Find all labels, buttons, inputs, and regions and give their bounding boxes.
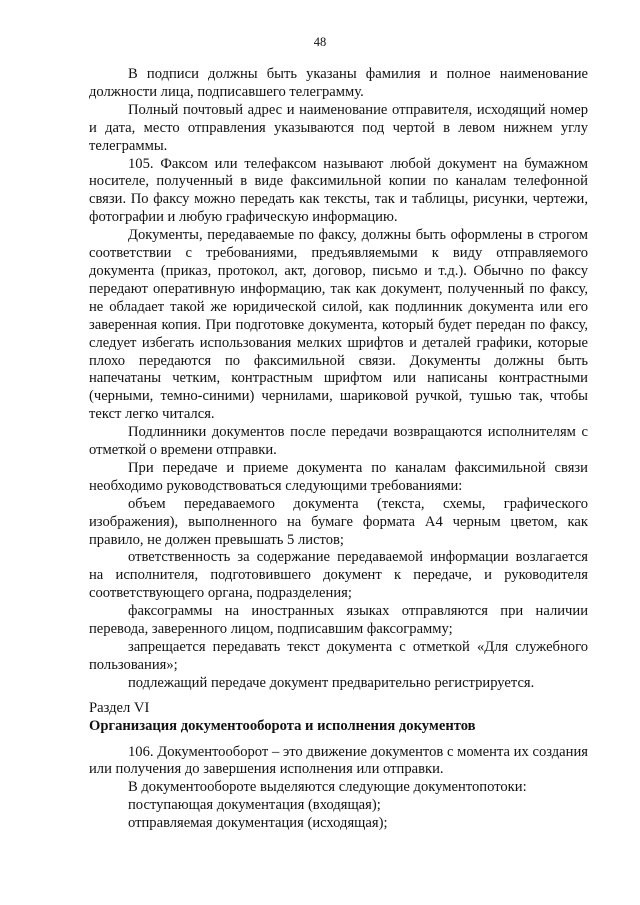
- spacer: [89, 693, 588, 701]
- page-number: 48: [313, 35, 327, 49]
- list-item: отправляемая документация (исходящая);: [128, 815, 388, 832]
- list-item: поступающая документация (входящая);: [128, 797, 381, 814]
- paragraph: В подписи должны быть указаны фамилия и полное наименование должности лица, подписавшего телеграмму.: [89, 66, 588, 100]
- paragraph: В документообороте выделяются следующие документопотоки:: [128, 779, 527, 796]
- section-label: Раздел VI: [89, 700, 150, 717]
- paragraph: 105. Факсом или телефаксом называют любой документ на бумажном носителе, полученный в виде факсимильной копии по каналам телефонной связи. По факсу можно передать как тексты, так и таблицы, рисунки, чертежи, фотографии и любую графическую информацию.: [89, 155, 588, 226]
- list-item: ответственность за содержание передаваемой информации возлагается на исполнителя, подготовившего документ к передаче, и руководителя соответствующего органа, подразделения;: [89, 549, 588, 602]
- paragraph: Документы, передаваемые по факсу, должны быть оформлены в строгом соответствии с требованиями, предъявляемыми к виду отправляемого документа (приказ, протокол, акт, договор, письмо и т.д.). Обычно по факсу передают оперативную информацию, так как документ, полученный по факсу, не обладает такой же юридической силой, как подлинник документа или его заверенная копия. При подготовке документа, который будет передан по факсу, следует избегать использования мелких шрифтов и деталей графики, которые плохо передаются по факсимильной связи. Документы должны быть напечатаны четким, контрастным шрифтом или написаны контрастными (черными, темно-синими) чернилами, шариковой ручкой, тушью так, чтобы текст легко читался.: [89, 227, 588, 423]
- section-title: Организация документооборота и исполнения документов: [89, 718, 476, 735]
- paragraph: При передаче и приеме документа по каналам факсимильной связи необходимо руководствоваться следующими требованиями:: [89, 459, 588, 494]
- list-item: подлежащий передаче документ предварительно регистрируется.: [128, 674, 535, 691]
- spacer: [89, 736, 588, 744]
- paragraph: 106. Документооборот – это движение документов с момента их создания или получения до завершения исполнения или отправки.: [89, 743, 588, 778]
- paragraph: Подлинники документов после передачи возвращаются исполнителям с отметкой о времени отправки.: [89, 424, 588, 459]
- list-item: запрещается передавать текст документа с отметкой «Для служебного пользования»;: [89, 639, 588, 673]
- list-item: факсограммы на иностранных языках отправляются при наличии перевода, заверенного лицом, подписавшим факсограмму;: [89, 603, 588, 638]
- body-text: [89, 66, 588, 833]
- list-item: объем передаваемого документа (текста, схемы, графического изображения), выполненного на бумаге формата А4 черным цветом, как правило, не должен превышать 5 листов;: [89, 495, 588, 548]
- paragraph: Полный почтовый адрес и наименование отправителя, исходящий номер и дата, место отправления указываются под чертой в левом нижнем углу телеграммы.: [89, 101, 588, 154]
